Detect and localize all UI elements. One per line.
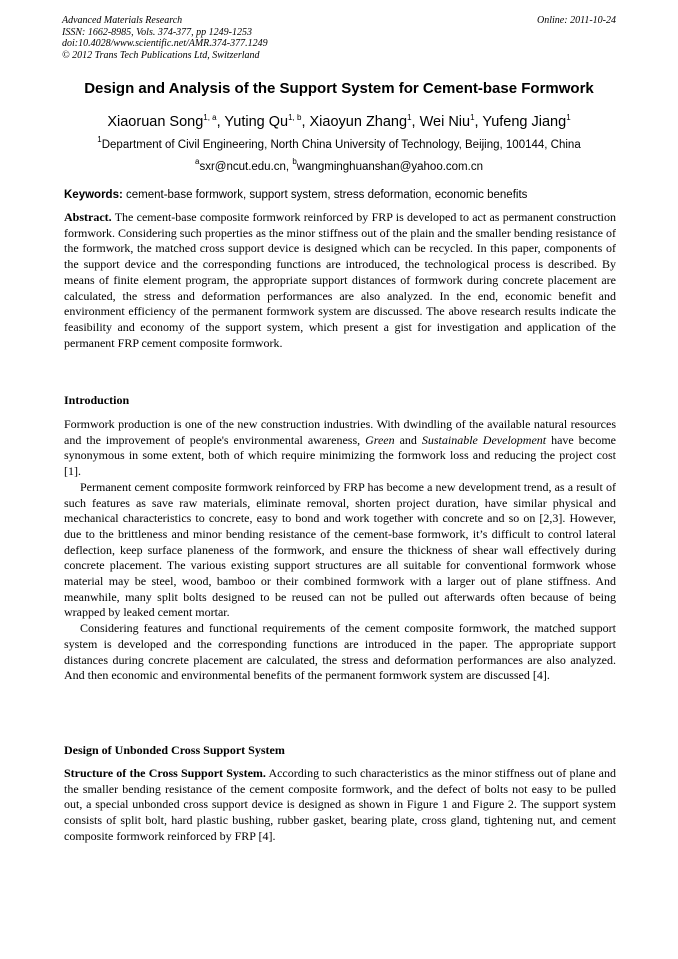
email-b: wangminghuanshan@yahoo.com.cn: [296, 161, 483, 173]
intro-p1-text-b: and: [394, 432, 422, 447]
email-mark-b: b: [292, 157, 297, 166]
paper-title: Design and Analysis of the Support System for Cement-base Formwork: [84, 80, 594, 97]
doi-line: doi:10.4028/www.scientific.net/AMR.374-377.1249: [62, 38, 268, 49]
introduction-body: [64, 417, 616, 684]
journal-name: Advanced Materials Research: [62, 15, 183, 26]
design-heading: Design of Unbonded Cross Support System: [64, 743, 285, 757]
intro-paragraph-1: [64, 417, 616, 480]
journal-header: [62, 15, 616, 61]
author-name: Yuting Qu: [224, 114, 289, 130]
affil-mark: 1: [97, 135, 102, 144]
author-list: Xiaoruan Song$^{1, a}$, Yuting Qu$^{1, b}$, Xiaoyun Zhang$^1$, Wei Niu$^1$, Yufeng Jiang$^1$: [107, 113, 571, 130]
author-name: Yufeng Jiang: [482, 114, 567, 130]
copyright-line: © 2012 Trans Tech Publications Ltd, Switzerland: [62, 49, 260, 61]
author-affil-mark: 1: [566, 113, 571, 122]
email-a: sxr@ncut.edu.cn: [199, 161, 286, 173]
author-name: Wei Niu: [419, 114, 471, 130]
author-name: Xiaoruan Song: [107, 114, 204, 130]
abstract-label: Abstract.: [64, 210, 112, 224]
intro-paragraph-2: Permanent cement composite formwork reinforced by FRP has become a new development trend, as a result of such features as save raw materials, eliminate removal, shorten project duration, have similar physical and mechanical characteristics to concrete, easy to bond and work together with concrete and so on [2,3]. However, due to the brittleness and minor bending resistance of the cement-base formwork, it’s difficult to control lateral deflection, keep surface planeness of the formwork, and ensure the thickness of shear wall effectively during concrete placement. The various existing support structures are all suitable for conventional formwork whose material may be steel, wood, bamboo or their combined formwork with a larger out of plane stiffness. And meanwhile, many split bolts designed to be reused can not be pulled out afterwards often because of being wrapped by leaked cement mortar.: [64, 479, 616, 620]
affiliation: [40, 135, 638, 152]
introduction-heading: Introduction: [64, 393, 130, 407]
email-line: $^a$sxr@ncut.edu.cn, $^b$wangminghuanshan@yahoo.com.cn: [195, 157, 483, 173]
structure-text: According to such characteristics as the minor stiffness out of plane and the smaller bending resistance of the cement composite formwork, and the defect of bolts not easy to be pulled out, a special unbonded cross support device is designed as shown in Figure 1 and Figure 2. The support system consists of split bolt, hard plastic bushing, rubber gasket, bearing plate, cross gland, tightening nut, and cement composite formwork reinforced by FRP [4].: [64, 766, 616, 843]
intro-p1-emphasis-sustainable: Sustainable Development: [421, 432, 547, 447]
author-affil-mark: 1: [407, 113, 412, 122]
intro-p1-emphasis-green: Green: [365, 432, 395, 447]
keywords: [64, 188, 616, 202]
online-date: Online: 2011-10-24: [537, 15, 616, 26]
affiliation-text: Department of Civil Engineering, North China University of Technology, Beijing, 100144, China: [101, 139, 581, 151]
issn-line: ISSN: 1662-8985, Vols. 374-377, pp 1249-1253: [62, 26, 252, 38]
structure-section: [64, 766, 616, 845]
keywords-text: cement-base formwork, support system, stress deformation, economic benefits: [126, 189, 528, 201]
email-mark-a: a: [195, 157, 200, 166]
intro-p1-text-c: have become synonymous in some extent, both of which require minimizing the formwork loss and reducing the project cost [1].: [64, 432, 616, 479]
abstract-text: The cement-base composite formwork reinforced by FRP is developed to act as permanent construction formwork. Considering such properties as the minor stiffness out of the plain and the smaller bending resistance of the formwork, the matched cross support device is designed which can be recycled. In this paper, components of the support device and the corresponding functions are introduced, the technological process is described. By means of finite element program, the appropriate support distances of formwork during concrete placement are calculated, the stress and deformation performances are also analyzed. In the end, economic benefit and environment efficiency of the permanent formwork system are discussed. The above research results indicate the feasibility and economy of the support system, which present a gist for investigation and application of the permanent FRP cement composite formwork.: [64, 210, 616, 350]
author-affil-mark: 1: [470, 113, 475, 122]
structure-subheading: Structure of the Cross Support System.: [64, 766, 266, 780]
author-name: Xiaoyun Zhang: [309, 114, 408, 130]
intro-paragraph-3: Considering features and functional requirements of the cement composite formwork, the matched support system is developed and the corresponding functions are introduced in the paper. The appropriate support distances during concrete placement are calculated, the stress and deformation performances are also analyzed. And then economic and environmental benefits of the permanent formwork system are discussed [4].: [64, 621, 616, 683]
author-affil-mark: 1, a: [203, 113, 217, 122]
abstract: [64, 210, 616, 351]
intro-p1-text-a: Formwork production is one of the new construction industries. With dwindling of the available natural resources and the improvement of people's environmental awareness,: [64, 417, 616, 447]
keywords-label: Keywords:: [64, 189, 123, 201]
author-affil-mark: 1, b: [288, 113, 302, 122]
